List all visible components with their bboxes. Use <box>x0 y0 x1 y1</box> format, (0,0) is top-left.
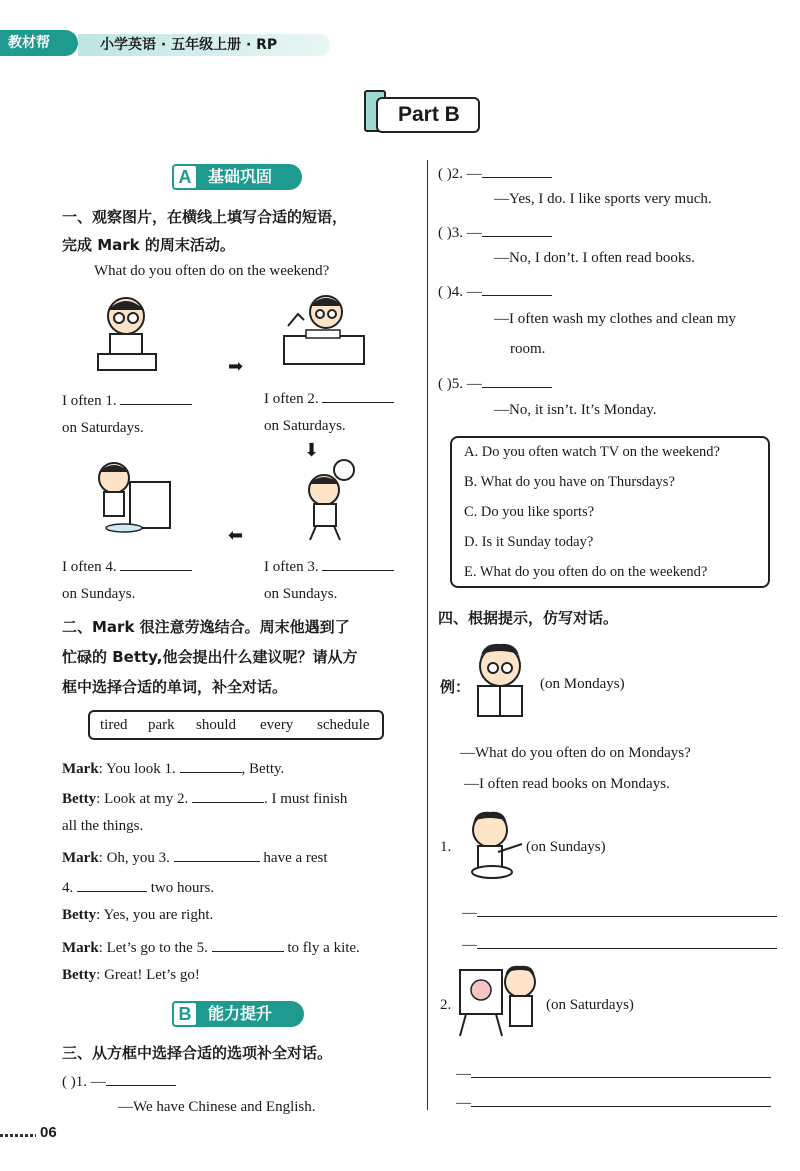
brand-tab: 教材帮 <box>0 30 78 56</box>
q3-answer-4b: room. <box>510 341 546 357</box>
q1-title-line1: 一、观察图片，在横线上填写合适的短语， <box>62 208 348 226</box>
q3-item-5: ( )5. — <box>438 373 552 393</box>
q3-answer-4: —I often wash my clothes and clean my <box>494 311 737 327</box>
q1-item4-b: on Sundays. <box>62 586 136 602</box>
dialogue-line: Betty: Yes, you are right. <box>62 907 214 923</box>
dialogue-line: Mark: Let’s go to the 5. to fly a kite. <box>62 937 360 957</box>
q3-blank-3[interactable] <box>482 222 552 237</box>
option-e: E. What do you often do on the weekend? <box>464 564 708 580</box>
q1-prompt: What do you often do on the weekend? <box>94 263 330 279</box>
option-a: A. Do you often watch TV on the weekend? <box>464 444 720 460</box>
q3-answer-3: —No, I don’t. I often read books. <box>494 250 695 266</box>
section-b-letter: B <box>172 1001 198 1027</box>
q3-blank-5[interactable] <box>482 373 552 388</box>
example-hint: (on Mondays) <box>540 676 625 692</box>
q3-blank-1[interactable] <box>106 1071 176 1086</box>
q2-blank-4[interactable] <box>77 877 147 892</box>
q1-blank-2[interactable] <box>322 388 394 403</box>
book-title: 小学英语 · 五年级上册 · RP <box>78 34 330 56</box>
q3-item-2: ( )2. — <box>438 163 552 183</box>
option-c: C. Do you like sports? <box>464 504 595 520</box>
q4-title: 四、根据提示，仿写对话。 <box>438 609 619 627</box>
q1-item1-b: on Saturdays. <box>62 420 144 436</box>
q1-title-line2: 完成 Mark 的周末活动。 <box>62 236 235 254</box>
section-a-badge: 基础巩固 <box>172 164 302 190</box>
answer-line[interactable]: — <box>456 1092 771 1112</box>
page-number: 06 <box>40 1124 57 1141</box>
dialogue-line: Betty: Look at my 2. . I must finish <box>62 788 347 808</box>
arrow-left-icon: ⬅ <box>228 525 244 546</box>
word-option: should <box>196 717 237 733</box>
q2-title-line2: 忙碌的 Betty,他会提出什么建议呢？请从方 <box>62 648 358 666</box>
boy-reading-image <box>96 292 158 372</box>
section-b-badge: 能力提升 <box>172 1001 304 1027</box>
example-label: 例： <box>440 678 471 696</box>
q2-blank-2[interactable] <box>192 788 264 803</box>
q1-blank-4[interactable] <box>120 556 192 571</box>
arrow-down-icon: ⬇ <box>304 440 320 461</box>
word-option: tired <box>100 717 128 733</box>
boy-writing-image <box>282 290 366 366</box>
answer-line[interactable]: — <box>462 902 777 922</box>
dialogue-line: all the things. <box>62 818 144 834</box>
q4-item2-hint: (on Saturdays) <box>546 997 634 1013</box>
q3-blank-2[interactable] <box>482 163 552 178</box>
q1-item1-a: I often 1. <box>62 390 192 410</box>
q3-item-4: ( )4. — <box>438 281 552 301</box>
girl-reading-image <box>466 640 536 720</box>
q1-item2-a: I often 2. <box>264 388 394 408</box>
page-dots <box>0 1134 36 1137</box>
dialogue-line: Mark: You look 1. , Betty. <box>62 758 284 778</box>
word-option: schedule <box>317 717 370 733</box>
q3-blank-4[interactable] <box>482 281 552 296</box>
column-divider <box>427 160 428 1110</box>
word-option: park <box>148 717 175 733</box>
example-answer: —I often read books on Mondays. <box>464 776 670 792</box>
q4-item1-num: 1. <box>440 839 452 855</box>
girl-painting-image <box>456 958 546 1038</box>
q2-title-line3: 框中选择合适的单词，补全对话。 <box>62 678 288 696</box>
q2-blank-3[interactable] <box>174 847 260 862</box>
options-box <box>450 436 770 588</box>
arrow-right-icon: ➡ <box>228 356 244 377</box>
option-b: B. What do you have on Thursdays? <box>464 474 675 490</box>
q3-item-1: ( )1. — <box>62 1071 176 1091</box>
boy-cleaning-image <box>84 458 174 534</box>
word-option: every <box>260 717 294 733</box>
q2-blank-5[interactable] <box>212 937 284 952</box>
q2-blank-1[interactable] <box>180 758 242 773</box>
girl-cooking-image <box>460 808 530 884</box>
boy-football-image <box>298 458 360 544</box>
q1-blank-1[interactable] <box>120 390 192 405</box>
q3-item-3: ( )3. — <box>438 222 552 242</box>
q2-title-line1: 二、Mark 很注意劳逸结合。周末他遇到了 <box>62 618 350 636</box>
dialogue-line: Mark: Oh, you 3. have a rest <box>62 847 328 867</box>
q1-item4-a: I often 4. <box>62 556 192 576</box>
example-question: —What do you often do on Mondays? <box>460 745 691 761</box>
q3-answer-5: —No, it isn’t. It’s Monday. <box>494 402 657 418</box>
q1-item3-a: I often 3. <box>264 556 394 576</box>
dialogue-line: Betty: Great! Let’s go! <box>62 967 200 983</box>
q4-item1-hint: (on Sundays) <box>526 839 606 855</box>
answer-line[interactable]: — <box>456 1063 771 1083</box>
q1-item2-b: on Saturdays. <box>264 418 346 434</box>
section-a-letter: A <box>172 164 198 190</box>
q3-answer-1: —We have Chinese and English. <box>118 1099 316 1115</box>
q1-blank-3[interactable] <box>322 556 394 571</box>
q4-item2-num: 2. <box>440 997 452 1013</box>
dialogue-line: 4. two hours. <box>62 877 214 897</box>
word-box <box>88 710 384 740</box>
q1-item3-b: on Sundays. <box>264 586 338 602</box>
q3-title: 三、从方框中选择合适的选项补全对话。 <box>62 1044 333 1062</box>
q3-answer-2: —Yes, I do. I like sports very much. <box>494 191 712 207</box>
option-d: D. Is it Sunday today? <box>464 534 594 550</box>
part-title: Part B <box>376 97 480 133</box>
answer-line[interactable]: — <box>462 934 777 954</box>
